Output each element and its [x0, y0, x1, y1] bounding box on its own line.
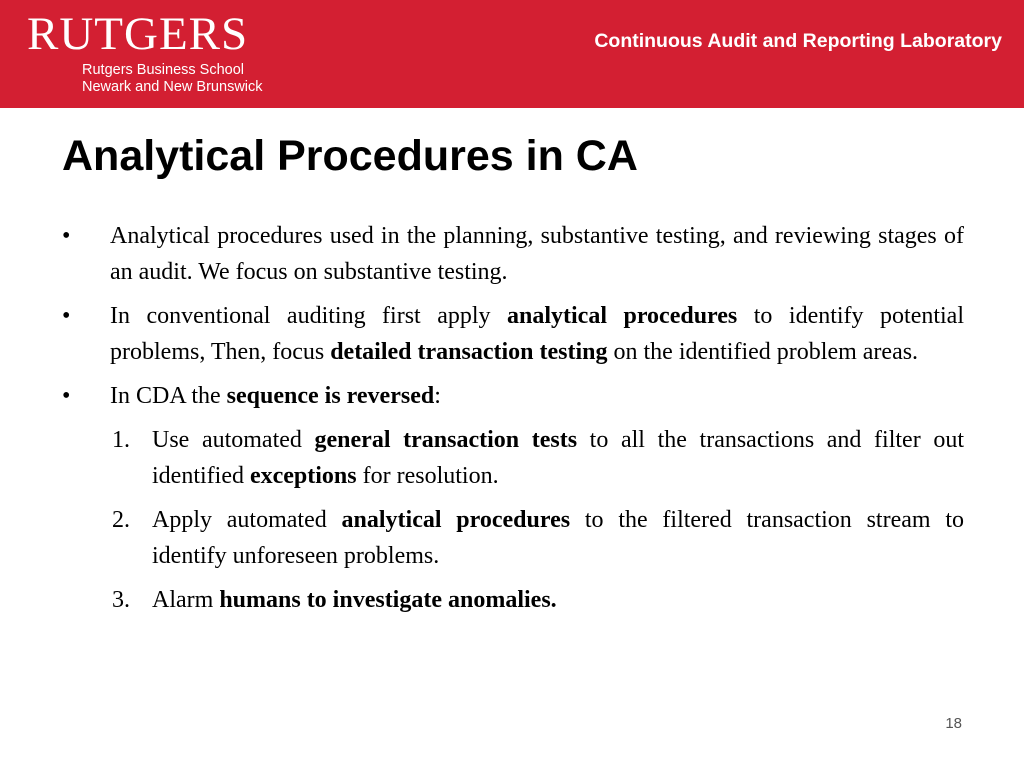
step-text: Apply automated: [152, 507, 342, 533]
step-text: to the filtered transaction stream to identify unforeseen problems.: [152, 507, 964, 569]
step-emphasis: general transaction tests: [314, 427, 578, 453]
step-number: 3.: [112, 587, 130, 613]
bullet-text: In CDA the: [110, 383, 227, 409]
bullet-emphasis: detailed transaction testing: [330, 339, 608, 365]
bullet-text: :: [434, 383, 441, 409]
bullet-emphasis: analytical procedures: [507, 303, 738, 329]
header-banner: [0, 0, 1024, 108]
lab-title: Continuous Audit and Reporting Laboratory: [594, 30, 1002, 52]
step-text: Alarm: [152, 587, 220, 613]
page-number: 18: [945, 715, 962, 732]
bullet-emphasis: sequence is reversed: [226, 383, 435, 409]
step-emphasis: exceptions: [249, 463, 357, 489]
step-text: Use automated: [152, 427, 315, 453]
bullet-text: to identify potential problems, Then, focus: [110, 303, 965, 365]
step-emphasis: humans to investigate anomalies.: [219, 587, 557, 613]
slide-content: [62, 218, 964, 626]
step-number: 2.: [112, 507, 130, 533]
bullet-text: on the identified problem areas.: [607, 339, 919, 365]
slide-title: Analytical Procedures in CA: [62, 132, 638, 180]
step-number: 1.: [112, 427, 130, 453]
bullet-text: In conventional auditing first apply: [110, 303, 507, 329]
step-text: to all the transactions and filter out identified: [152, 427, 964, 489]
bullet-text: Analytical procedures used in the planning, substantive testing, and reviewing stages of an audit. We focus on substantive testing.: [110, 223, 964, 285]
bullet-mark: •: [62, 303, 71, 329]
logo-subtitle-school: Rutgers Business School: [82, 62, 244, 78]
numbered-step: [62, 422, 964, 494]
rutgers-logo: RUTGERS: [27, 8, 249, 60]
bullet-item: [62, 378, 964, 414]
step-text: for resolution.: [356, 463, 499, 489]
step-emphasis: analytical procedures: [341, 507, 571, 533]
numbered-step: [62, 582, 964, 618]
bullet-mark: •: [62, 383, 71, 409]
bullet-item: [62, 298, 964, 370]
logo-subtitle-campus: Newark and New Brunswick: [82, 79, 263, 95]
bullet-item: [62, 218, 964, 290]
bullet-mark: •: [62, 223, 71, 249]
numbered-step: [62, 502, 964, 574]
